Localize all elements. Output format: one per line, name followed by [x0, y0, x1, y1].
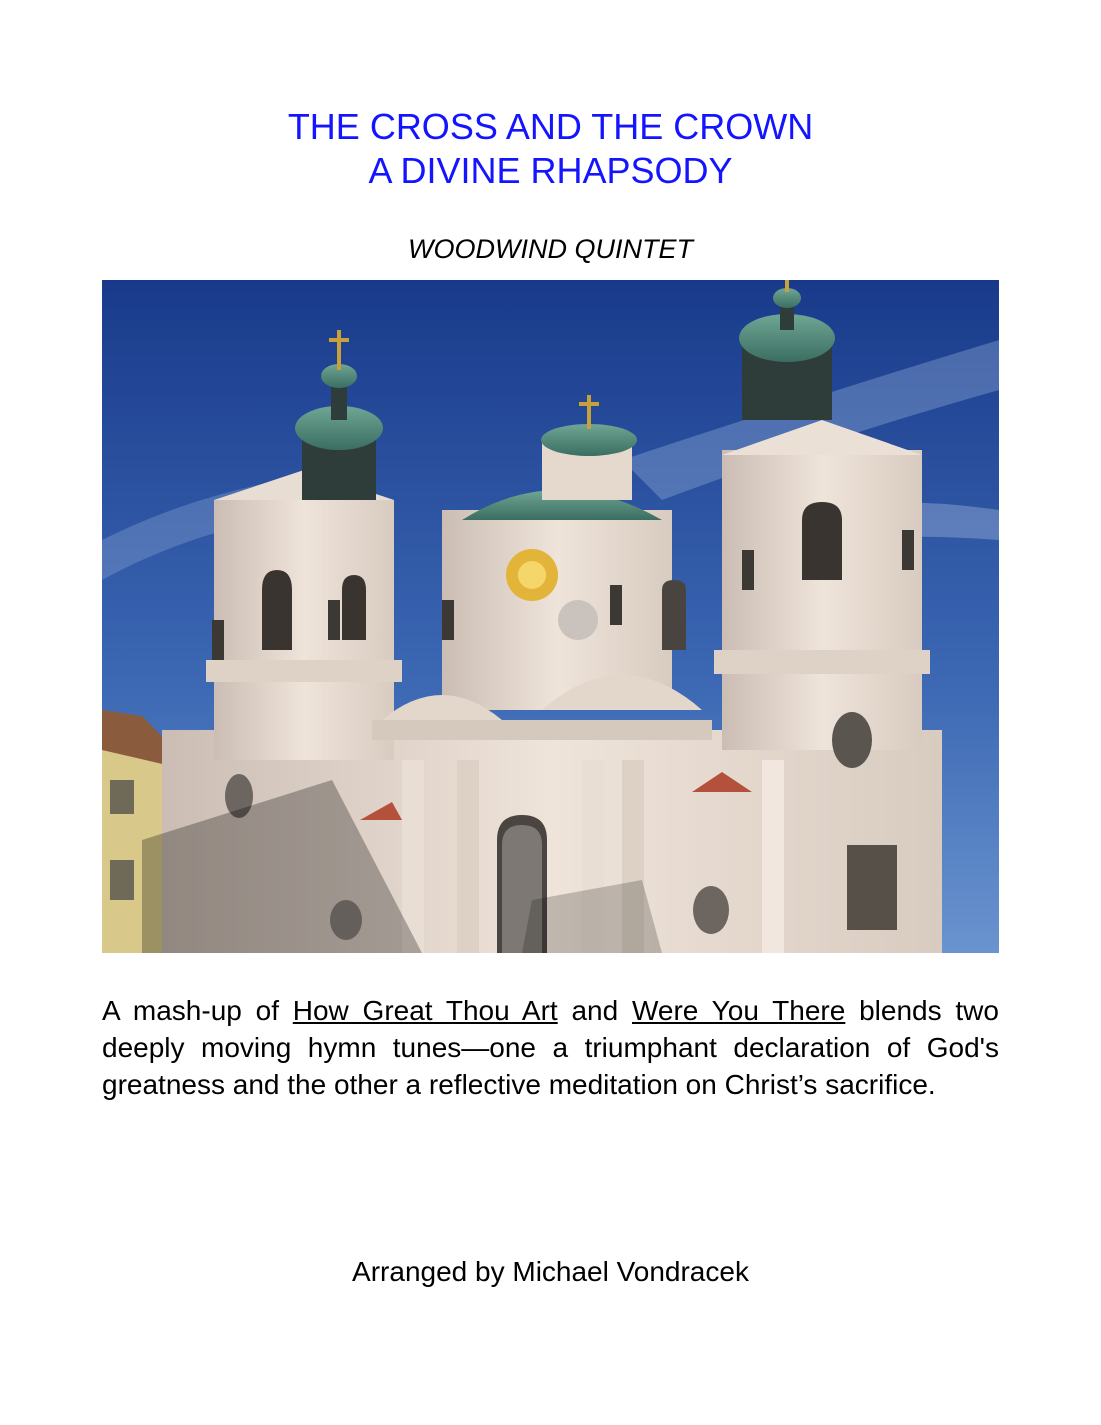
church-photo	[102, 280, 999, 953]
page-title-line-1: THE CROSS AND THE CROWN	[287, 106, 814, 147]
ensemble-subtitle: WOODWIND QUINTET	[408, 234, 693, 264]
description-text-1: A mash-up of	[102, 995, 293, 1026]
description-text-3: blends two deeply moving hymn tunes—one a triumphant declaration of God's greatness and the other a reflective meditation on Christ’s sacrifice.	[102, 995, 999, 1100]
arranger-credit: Arranged by Michael Vondracek	[352, 1256, 749, 1287]
description-text-2: and	[557, 995, 632, 1026]
description-paragraph	[102, 992, 999, 1103]
hymn-title-were-you-there: Were You There	[631, 995, 846, 1026]
hymn-title-how-great-thou-art: How Great Thou Art	[292, 995, 558, 1026]
page-title-line-2: A DIVINE RHAPSODY	[368, 150, 733, 191]
